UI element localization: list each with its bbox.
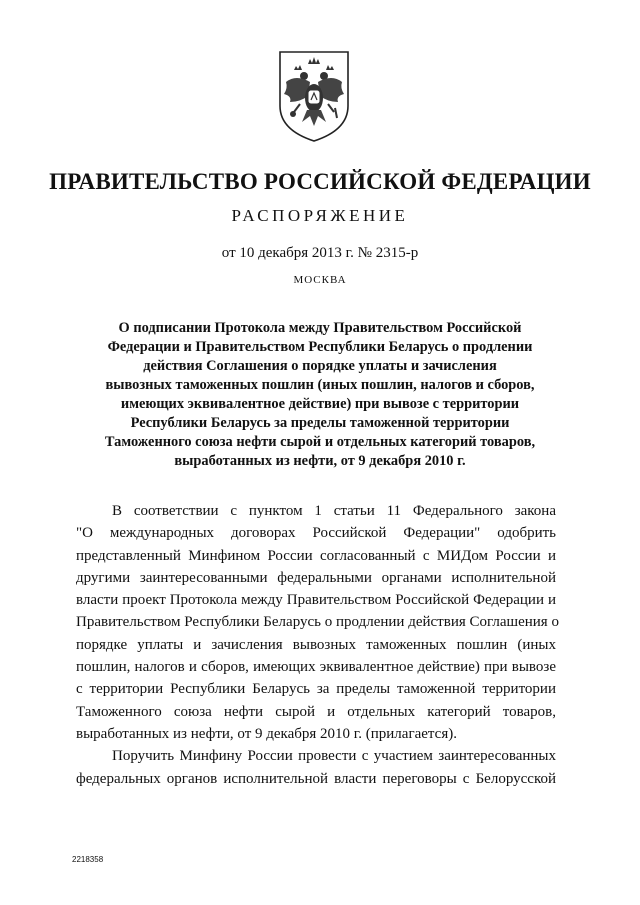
document-body bbox=[76, 500, 559, 790]
russian-coat-of-arms-icon bbox=[274, 48, 354, 144]
body-line: другими заинтересованными федеральными органами исполнительной bbox=[76, 569, 556, 586]
body-line: Правительством Республики Беларусь о продлении действия Соглашения о bbox=[76, 614, 559, 631]
document-code: 2218358 bbox=[72, 855, 104, 864]
government-title: ПРАВИТЕЛЬСТВО РОССИЙСКОЙ ФЕДЕРАЦИИ bbox=[49, 169, 591, 194]
body-line: "О международных договорах Российской Федерации" одобрить bbox=[76, 525, 556, 542]
body-line: с территории Республики Беларусь за пределы таможенной территории bbox=[76, 681, 556, 698]
body-line: выработанных из нефти, от 9 декабря 2010 г. (прилагается). bbox=[76, 725, 457, 742]
document-type: РАСПОРЯЖЕНИЕ bbox=[231, 206, 409, 225]
subject-line: имеющих эквивалентное действие) при вывозе с территории bbox=[120, 396, 520, 412]
subject-line: Федерации и Правительством Республики Беларусь о продлении bbox=[107, 339, 533, 355]
body-line: порядке уплаты и зачисления вывозных таможенных пошлин (иных bbox=[76, 636, 556, 653]
subject-line: О подписании Протокола между Правительством Российской bbox=[118, 320, 522, 336]
body-line: Таможенного союза нефти сырой и отдельных категорий товаров, bbox=[76, 703, 556, 720]
document-date-number: от 10 декабря 2013 г. № 2315-р bbox=[221, 245, 419, 261]
subject-line: Республики Беларусь за пределы таможенной территории bbox=[130, 415, 510, 431]
body-line: В соответствии с пунктом 1 статьи 11 Федерального закона bbox=[112, 503, 556, 519]
subject-line: действия Соглашения о порядке уплаты и зачисления bbox=[143, 358, 497, 374]
subject-line: Таможенного союза нефти сырой и отдельных категорий товаров, bbox=[104, 434, 536, 450]
subject-line: выработанных из нефти, от 9 декабря 2010 г. bbox=[174, 453, 466, 469]
body-line: представленный Минфином России согласованный с МИДом России и bbox=[76, 547, 556, 564]
body-line: пошлин, налогов и сборов, имеющих эквивалентное действие) при вывозе bbox=[76, 659, 556, 676]
body-line: федеральных органов исполнительной власти переговоры с Белорусской bbox=[76, 770, 556, 787]
document-city: МОСКВА bbox=[293, 274, 347, 286]
subject-line: вывозных таможенных пошлин (иных пошлин, налогов и сборов, bbox=[105, 377, 535, 393]
document-subject bbox=[96, 319, 544, 471]
body-line: Поручить Минфину России провести с участием заинтересованных bbox=[112, 748, 556, 765]
body-line: власти проект Протокола между Правительством Российской Федерации и bbox=[76, 592, 556, 609]
